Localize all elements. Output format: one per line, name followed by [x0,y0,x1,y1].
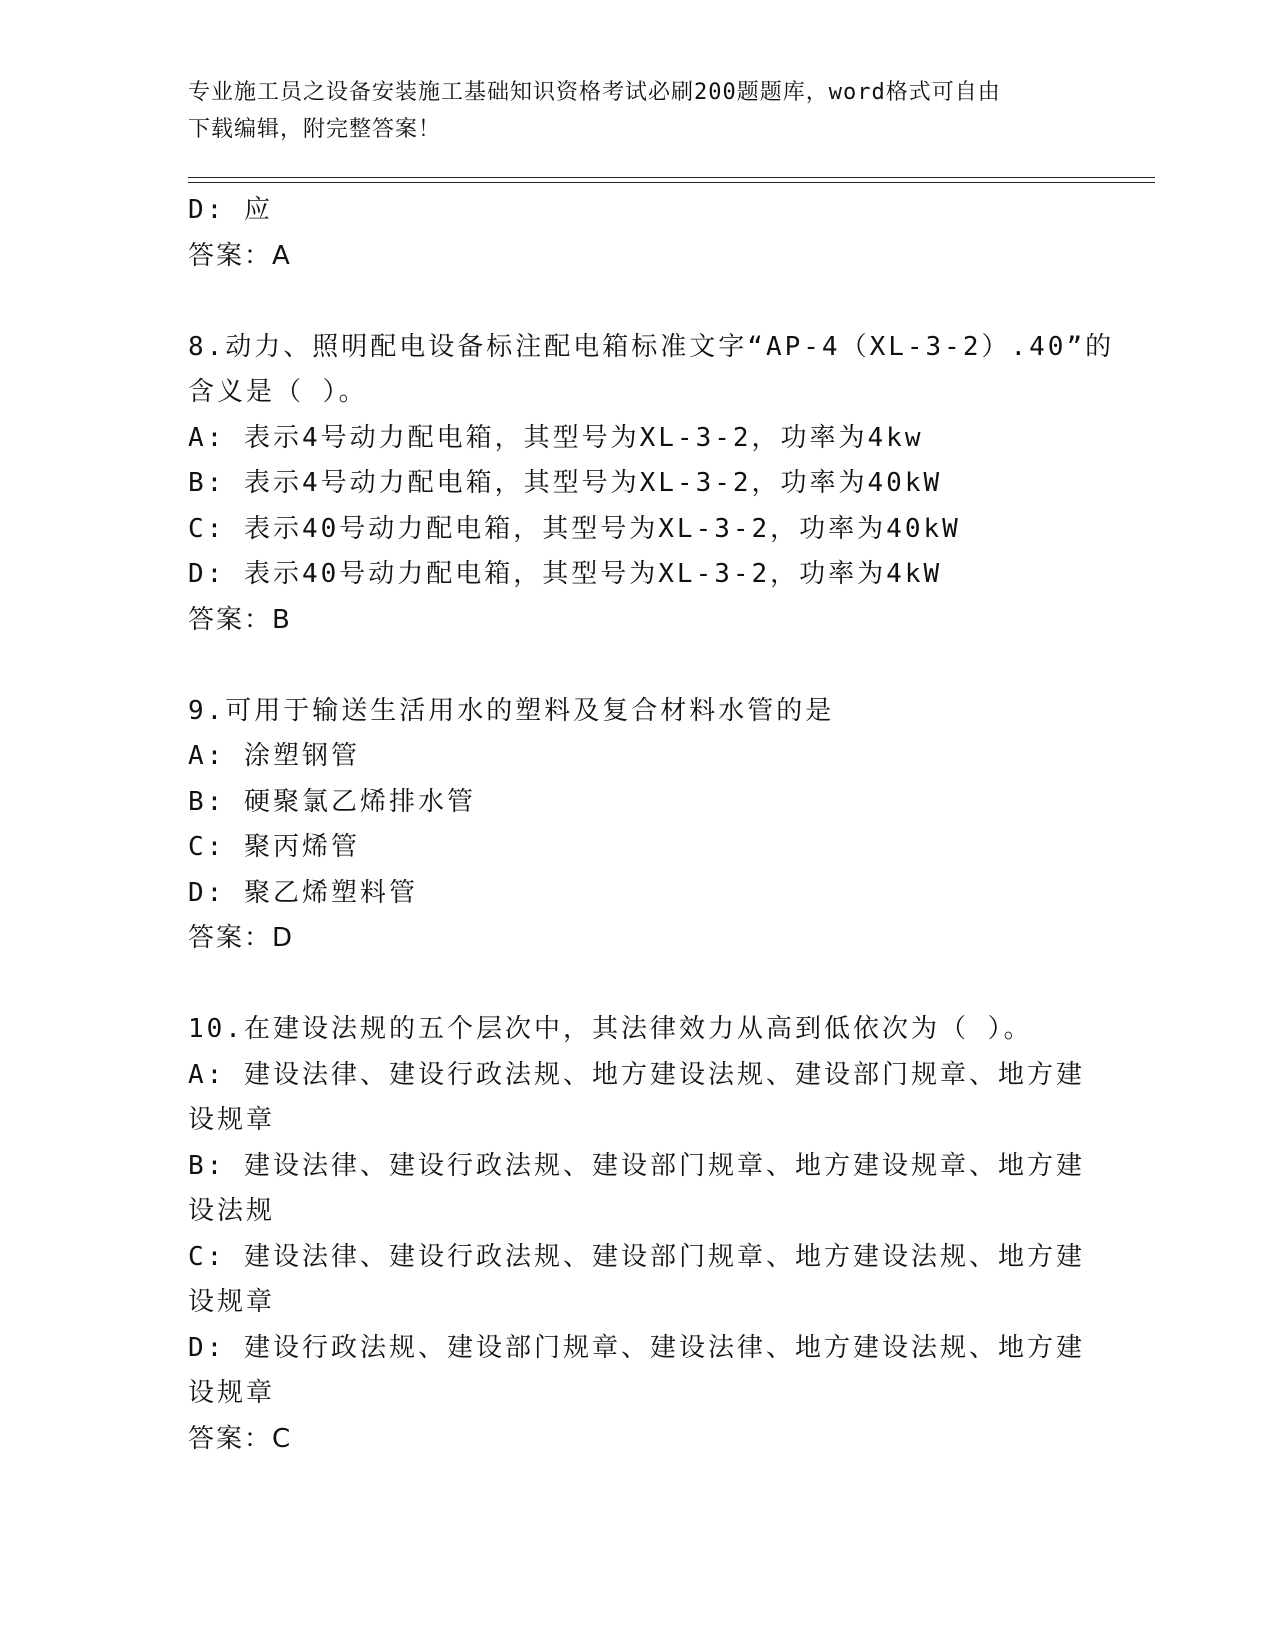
spacer [188,643,1088,689]
prev-option-d: D: 应 [188,195,273,225]
q10-option-c-line-1: C: 建设法律、建设行政法规、建设部门规章、地方建设法规、地方建 [188,1241,1085,1272]
q10-option-c-line-2: 设规章 [188,1287,276,1317]
q8-option-b: B: 表示4号动力配电箱，其型号为XL-3-2，功率为40kW [188,468,943,498]
q8-option-c: C: 表示40号动力配电箱，其型号为XL-3-2，功率为40kW [188,513,961,544]
q9-option-b: B: 硬聚氯乙烯排水管 [188,786,476,817]
q10-option-b-line-1: B: 建设法律、建设行政法规、建设部门规章、地方建设规章、地方建 [188,1150,1085,1181]
q10-option-a-line-1: A: 建设法律、建设行政法规、地方建设法规、建设部门规章、地方建 [188,1059,1085,1090]
q10-option-d-line-1: D: 建设行政法规、建设部门规章、建设法律、地方建设法规、地方建 [188,1332,1085,1363]
q9-option-d: D: 聚乙烯塑料管 [188,877,418,908]
document-body [188,188,1115,1462]
q10-stem: 10.在建设法规的五个层次中，其法律效力从高到低依次为（ ）。 [188,1014,1033,1044]
spacer [188,962,1088,1008]
q10-option-b-line-2: 设法规 [188,1196,276,1226]
question-8 [188,325,1115,644]
q10-option-a-line-2: 设规章 [188,1105,276,1135]
q9-answer: 答案：D [188,923,295,953]
prev-answer: 答案：A [188,240,292,271]
document-header [188,74,1068,148]
header-rule-bottom [188,182,1155,183]
q8-option-d: D: 表示40号动力配电箱，其型号为XL-3-2，功率为4kW [188,559,943,589]
header-rule-top [188,177,1155,178]
q9-option-a: A: 涂塑钢管 [188,741,360,771]
q8-option-a: A: 表示4号动力配电箱，其型号为XL-3-2，功率为4kw [188,422,924,453]
header-line-1: 专业施工员之设备安装施工基础知识资格考试必刷200题题库，word格式可自由 [188,80,1001,105]
q9-stem: 9.可用于输送生活用水的塑料及复合材料水管的是 [188,695,835,726]
q9-option-c: C: 聚丙烯管 [188,832,360,862]
q8-stem-line-2: 含义是（ ）。 [188,377,368,407]
q10-answer: 答案：C [188,1423,293,1454]
q8-stem-line-1: 8.动力、照明配电设备标注配电箱标准文字“AP-4（XL-3-2）.40”的 [188,331,1115,362]
question-9 [188,689,1088,962]
q10-option-d-line-2: 设规章 [188,1378,276,1408]
question-10 [188,1007,1088,1462]
spacer [188,279,1088,325]
header-line-2: 下载编辑，附完整答案！ [188,117,442,142]
q8-answer: 答案：B [188,604,292,635]
